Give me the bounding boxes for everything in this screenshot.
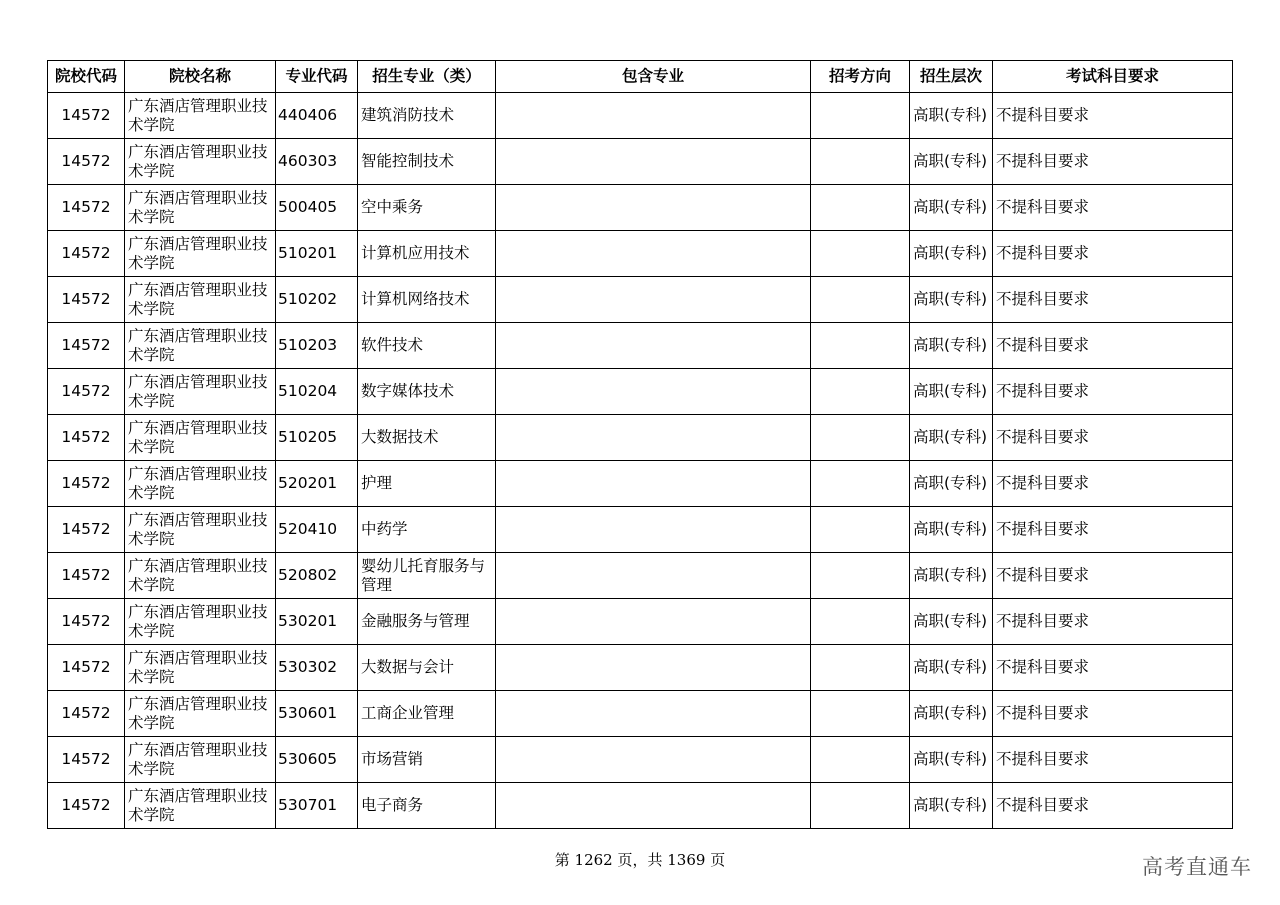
exam-direction-cell xyxy=(811,645,910,691)
major-name-cell: 电子商务 xyxy=(358,783,496,829)
enrollment-level-cell: 高职(专科) xyxy=(910,323,993,369)
school-code-cell: 14572 xyxy=(48,691,125,737)
included-majors-cell xyxy=(496,553,811,599)
school-code-cell: 14572 xyxy=(48,461,125,507)
included-majors-cell xyxy=(496,231,811,277)
subject-requirements-cell: 不提科目要求 xyxy=(993,461,1233,507)
school-code-cell: 14572 xyxy=(48,553,125,599)
enrollment-level-cell: 高职(专科) xyxy=(910,783,993,829)
header-subject-requirements: 考试科目要求 xyxy=(993,61,1233,93)
major-name-cell: 计算机网络技术 xyxy=(358,277,496,323)
included-majors-cell xyxy=(496,185,811,231)
table-row xyxy=(48,139,1233,185)
major-name-cell: 中药学 xyxy=(358,507,496,553)
major-code-cell: 520201 xyxy=(276,461,358,507)
included-majors-cell xyxy=(496,93,811,139)
subject-requirements-cell: 不提科目要求 xyxy=(993,323,1233,369)
enrollment-level-cell: 高职(专科) xyxy=(910,185,993,231)
major-name-cell: 大数据与会计 xyxy=(358,645,496,691)
school-name-cell: 广东酒店管理职业技术学院 xyxy=(125,599,276,645)
major-name-cell: 工商企业管理 xyxy=(358,691,496,737)
table-row xyxy=(48,645,1233,691)
subject-requirements-cell: 不提科目要求 xyxy=(993,783,1233,829)
major-name-cell: 大数据技术 xyxy=(358,415,496,461)
included-majors-cell xyxy=(496,415,811,461)
table-row xyxy=(48,369,1233,415)
school-code-cell: 14572 xyxy=(48,507,125,553)
enrollment-level-cell: 高职(专科) xyxy=(910,553,993,599)
school-code-cell: 14572 xyxy=(48,369,125,415)
enrollment-level-cell: 高职(专科) xyxy=(910,507,993,553)
enrollment-level-cell: 高职(专科) xyxy=(910,277,993,323)
table-row xyxy=(48,737,1233,783)
enrollment-table-container xyxy=(47,60,1232,829)
header-school-name: 院校名称 xyxy=(125,61,276,93)
major-name-cell: 建筑消防技术 xyxy=(358,93,496,139)
school-code-cell: 14572 xyxy=(48,139,125,185)
school-name-cell: 广东酒店管理职业技术学院 xyxy=(125,783,276,829)
major-name-cell: 软件技术 xyxy=(358,323,496,369)
major-code-cell: 510205 xyxy=(276,415,358,461)
exam-direction-cell xyxy=(811,599,910,645)
school-code-cell: 14572 xyxy=(48,277,125,323)
subject-requirements-cell: 不提科目要求 xyxy=(993,415,1233,461)
major-name-cell: 智能控制技术 xyxy=(358,139,496,185)
included-majors-cell xyxy=(496,369,811,415)
school-name-cell: 广东酒店管理职业技术学院 xyxy=(125,323,276,369)
major-name-cell: 婴幼儿托育服务与管理 xyxy=(358,553,496,599)
major-code-cell: 440406 xyxy=(276,93,358,139)
subject-requirements-cell: 不提科目要求 xyxy=(993,93,1233,139)
table-row xyxy=(48,783,1233,829)
exam-direction-cell xyxy=(811,783,910,829)
included-majors-cell xyxy=(496,461,811,507)
header-major-category: 招生专业（类） xyxy=(358,61,496,93)
subject-requirements-cell: 不提科目要求 xyxy=(993,599,1233,645)
major-code-cell: 510203 xyxy=(276,323,358,369)
major-name-cell: 空中乘务 xyxy=(358,185,496,231)
subject-requirements-cell: 不提科目要求 xyxy=(993,737,1233,783)
major-name-cell: 市场营销 xyxy=(358,737,496,783)
subject-requirements-cell: 不提科目要求 xyxy=(993,507,1233,553)
table-row xyxy=(48,461,1233,507)
major-code-cell: 520410 xyxy=(276,507,358,553)
header-enrollment-level: 招生层次 xyxy=(910,61,993,93)
table-row xyxy=(48,415,1233,461)
enrollment-level-cell: 高职(专科) xyxy=(910,415,993,461)
table-row xyxy=(48,185,1233,231)
included-majors-cell xyxy=(496,691,811,737)
enrollment-level-cell: 高职(专科) xyxy=(910,93,993,139)
school-name-cell: 广东酒店管理职业技术学院 xyxy=(125,415,276,461)
major-code-cell: 510201 xyxy=(276,231,358,277)
enrollment-level-cell: 高职(专科) xyxy=(910,645,993,691)
school-code-cell: 14572 xyxy=(48,599,125,645)
enrollment-level-cell: 高职(专科) xyxy=(910,139,993,185)
exam-direction-cell xyxy=(811,461,910,507)
school-name-cell: 广东酒店管理职业技术学院 xyxy=(125,507,276,553)
school-name-cell: 广东酒店管理职业技术学院 xyxy=(125,691,276,737)
exam-direction-cell xyxy=(811,369,910,415)
subject-requirements-cell: 不提科目要求 xyxy=(993,645,1233,691)
major-code-cell: 530605 xyxy=(276,737,358,783)
school-name-cell: 广东酒店管理职业技术学院 xyxy=(125,553,276,599)
major-code-cell: 500405 xyxy=(276,185,358,231)
major-code-cell: 530701 xyxy=(276,783,358,829)
major-name-cell: 护理 xyxy=(358,461,496,507)
enrollment-level-cell: 高职(专科) xyxy=(910,737,993,783)
header-school-code: 院校代码 xyxy=(48,61,125,93)
included-majors-cell xyxy=(496,599,811,645)
major-code-cell: 520802 xyxy=(276,553,358,599)
exam-direction-cell xyxy=(811,185,910,231)
exam-direction-cell xyxy=(811,553,910,599)
table-header-row xyxy=(48,61,1233,93)
header-major-code: 专业代码 xyxy=(276,61,358,93)
school-name-cell: 广东酒店管理职业技术学院 xyxy=(125,461,276,507)
exam-direction-cell xyxy=(811,93,910,139)
included-majors-cell xyxy=(496,139,811,185)
table-row xyxy=(48,691,1233,737)
major-code-cell: 530601 xyxy=(276,691,358,737)
included-majors-cell xyxy=(496,277,811,323)
exam-direction-cell xyxy=(811,139,910,185)
school-name-cell: 广东酒店管理职业技术学院 xyxy=(125,231,276,277)
school-code-cell: 14572 xyxy=(48,93,125,139)
major-name-cell: 计算机应用技术 xyxy=(358,231,496,277)
major-code-cell: 530302 xyxy=(276,645,358,691)
enrollment-level-cell: 高职(专科) xyxy=(910,369,993,415)
subject-requirements-cell: 不提科目要求 xyxy=(993,553,1233,599)
table-body xyxy=(48,93,1233,829)
header-exam-direction: 招考方向 xyxy=(811,61,910,93)
major-code-cell: 460303 xyxy=(276,139,358,185)
table-row xyxy=(48,231,1233,277)
school-name-cell: 广东酒店管理职业技术学院 xyxy=(125,645,276,691)
table-row xyxy=(48,553,1233,599)
school-code-cell: 14572 xyxy=(48,323,125,369)
major-code-cell: 510202 xyxy=(276,277,358,323)
major-code-cell: 510204 xyxy=(276,369,358,415)
watermark-logo-text: 高考直通车 xyxy=(1142,855,1252,879)
table-row xyxy=(48,507,1233,553)
included-majors-cell xyxy=(496,507,811,553)
school-name-cell: 广东酒店管理职业技术学院 xyxy=(125,93,276,139)
major-name-cell: 金融服务与管理 xyxy=(358,599,496,645)
subject-requirements-cell: 不提科目要求 xyxy=(993,369,1233,415)
subject-requirements-cell: 不提科目要求 xyxy=(993,139,1233,185)
included-majors-cell xyxy=(496,645,811,691)
school-code-cell: 14572 xyxy=(48,415,125,461)
subject-requirements-cell: 不提科目要求 xyxy=(993,691,1233,737)
major-code-cell: 530201 xyxy=(276,599,358,645)
school-code-cell: 14572 xyxy=(48,737,125,783)
enrollment-table xyxy=(47,60,1233,829)
header-included-majors: 包含专业 xyxy=(496,61,811,93)
table-row xyxy=(48,93,1233,139)
included-majors-cell xyxy=(496,737,811,783)
school-name-cell: 广东酒店管理职业技术学院 xyxy=(125,737,276,783)
exam-direction-cell xyxy=(811,415,910,461)
major-name-cell: 数字媒体技术 xyxy=(358,369,496,415)
included-majors-cell xyxy=(496,783,811,829)
school-name-cell: 广东酒店管理职业技术学院 xyxy=(125,185,276,231)
school-name-cell: 广东酒店管理职业技术学院 xyxy=(125,277,276,323)
table-row xyxy=(48,323,1233,369)
exam-direction-cell xyxy=(811,323,910,369)
subject-requirements-cell: 不提科目要求 xyxy=(993,277,1233,323)
exam-direction-cell xyxy=(811,691,910,737)
enrollment-level-cell: 高职(专科) xyxy=(910,461,993,507)
enrollment-level-cell: 高职(专科) xyxy=(910,599,993,645)
enrollment-level-cell: 高职(专科) xyxy=(910,691,993,737)
school-code-cell: 14572 xyxy=(48,645,125,691)
school-name-cell: 广东酒店管理职业技术学院 xyxy=(125,139,276,185)
subject-requirements-cell: 不提科目要求 xyxy=(993,231,1233,277)
school-name-cell: 广东酒店管理职业技术学院 xyxy=(125,369,276,415)
exam-direction-cell xyxy=(811,231,910,277)
school-code-cell: 14572 xyxy=(48,185,125,231)
enrollment-level-cell: 高职(专科) xyxy=(910,231,993,277)
table-row xyxy=(48,277,1233,323)
exam-direction-cell xyxy=(811,507,910,553)
exam-direction-cell xyxy=(811,277,910,323)
exam-direction-cell xyxy=(811,737,910,783)
school-code-cell: 14572 xyxy=(48,231,125,277)
included-majors-cell xyxy=(496,323,811,369)
page-number-footer: 第 1262 页，共 1369 页 xyxy=(554,851,726,869)
school-code-cell: 14572 xyxy=(48,783,125,829)
table-row xyxy=(48,599,1233,645)
subject-requirements-cell: 不提科目要求 xyxy=(993,185,1233,231)
